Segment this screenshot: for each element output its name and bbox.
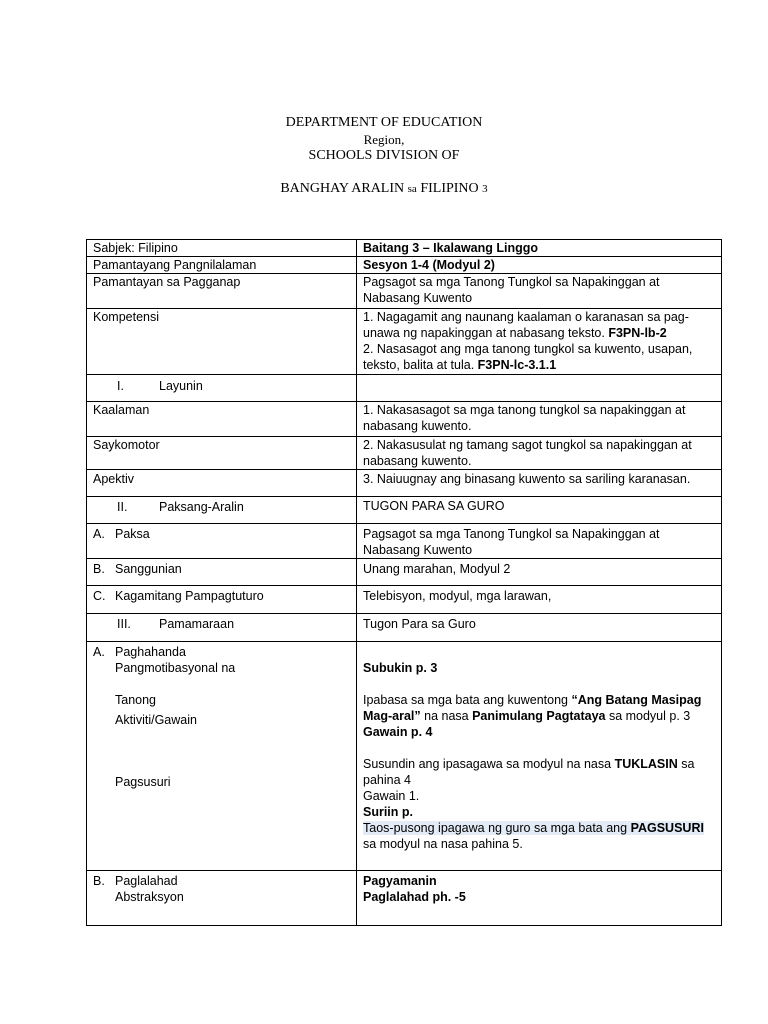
content-standard-cell: Pamantayang Pangnilalaman xyxy=(87,257,357,274)
tuklasin-label: TUKLASIN xyxy=(614,757,678,771)
taos-text-2: sa modyul na nasa pahina 5. xyxy=(363,837,523,851)
materials-value: Telebisyon, modyul, mga larawan, xyxy=(357,586,722,614)
procedure-value: Tugon Para sa Guro xyxy=(357,614,722,642)
preparation-value xyxy=(357,642,722,871)
ipabasa-text: Ipabasa sa mga bata ang kuwentong xyxy=(363,693,572,707)
department-title: DEPARTMENT OF EDUCATION xyxy=(285,115,483,130)
ipabasa-text-2: na nasa xyxy=(420,709,473,723)
table-row xyxy=(87,614,722,642)
ipabasa-paragraph xyxy=(363,692,715,724)
subject-matter-value: TUGON PARA SA GURO xyxy=(357,497,722,524)
psychomotor-value: 2. Nakasusulat ng tamang sagot tungkol sa napakinggan at nabasang kuwento. xyxy=(357,437,722,470)
title-grade: 3 xyxy=(482,183,488,195)
competency-2-code: F3PN-lc-3.1.1 xyxy=(477,358,557,372)
table-row xyxy=(87,274,722,309)
competency-value xyxy=(357,309,722,375)
table-row xyxy=(87,257,722,274)
grade-week-cell: Baitang 3 – Ikalawang Linggo xyxy=(357,240,722,257)
competency-2: 2. Nasasagot ang mga tanong tungkol sa kuwento, usapan, teksto, balita at tula. xyxy=(363,342,693,372)
gawain-4-line: Gawain p. 4 xyxy=(363,725,433,739)
reference-text: Sanggunian xyxy=(115,562,182,576)
presentation-value xyxy=(357,871,722,926)
session-cell: Sesyon 1-4 (Modyul 2) xyxy=(357,257,722,274)
topic-label xyxy=(87,524,357,559)
knowledge-value: 1. Nakasasagot sa mga tanong tungkol sa napakinggan at nabasang kuwento. xyxy=(357,402,722,437)
letter-label: B. xyxy=(93,562,105,576)
reference-label xyxy=(87,559,357,586)
subject-matter-label xyxy=(87,497,357,524)
presentation-heading xyxy=(93,873,350,889)
table-row xyxy=(87,437,722,470)
letter-label: C. xyxy=(93,589,106,603)
reference-value: Unang marahan, Modyul 2 xyxy=(357,559,722,586)
procedure-label xyxy=(87,614,357,642)
table-row xyxy=(87,240,722,257)
presentation-label xyxy=(87,871,357,926)
susundin-text-2: sa pahina 4 xyxy=(363,757,695,787)
letter-label: A. xyxy=(93,645,105,659)
presentation-text: Paglalahad xyxy=(115,874,178,888)
table-row xyxy=(87,402,722,437)
region-line: Region, xyxy=(363,132,405,147)
title-main: BANGHAY ARALIN xyxy=(280,181,408,196)
paglalahad-line: Paglalahad ph. -5 xyxy=(363,890,466,904)
pagsusuri-label: PAGSUSURI xyxy=(630,821,704,835)
psychomotor-label: Saykomotor xyxy=(87,437,357,470)
materials-text: Kagamitang Pampagtuturo xyxy=(115,589,264,603)
letter-label: A. xyxy=(93,527,105,541)
roman-numeral: III. xyxy=(117,617,131,631)
suriin-line: Suriin p. xyxy=(363,805,413,819)
taos-text: Taos-pusong ipagawa ng guro sa mga bata ang xyxy=(363,821,631,835)
activity-label: Aktiviti/Gawain xyxy=(115,713,197,727)
subject-matter-text: Paksang-Aralin xyxy=(159,500,244,514)
objectives-value xyxy=(357,375,722,402)
lesson-plan-table xyxy=(86,239,722,926)
knowledge-label: Kaalaman xyxy=(87,402,357,437)
table-row xyxy=(87,497,722,524)
lesson-plan-title xyxy=(0,181,768,197)
affective-label: Apektiv xyxy=(87,470,357,497)
susundin-paragraph xyxy=(363,756,715,788)
susundin-text: Susundin ang ipasagawa sa modyul na nasa xyxy=(363,757,615,771)
letter-label: B. xyxy=(93,874,105,888)
preparation-heading xyxy=(93,644,350,660)
competency-1-code: F3PN-lb-2 xyxy=(608,326,667,340)
materials-label xyxy=(87,586,357,614)
subject-cell: Sabjek: Filipino xyxy=(87,240,357,257)
topic-text: Paksa xyxy=(115,527,150,541)
preparation-text: Paghahanda xyxy=(115,645,186,659)
roman-numeral: II. xyxy=(117,500,128,514)
table-row xyxy=(87,375,722,402)
table-row xyxy=(87,524,722,559)
table-row xyxy=(87,309,722,375)
table-row xyxy=(87,586,722,614)
division-line: SCHOOLS DIVISION OF xyxy=(308,148,460,163)
taos-paragraph xyxy=(363,820,715,852)
competency-1: 1. Nagagamit ang naunang kaalaman o karanasan sa pag-unawa ng napakinggan at nabasang teksto. xyxy=(363,310,689,340)
objectives-label xyxy=(87,375,357,402)
roman-numeral: I. xyxy=(117,379,124,393)
question-label: Tanong xyxy=(115,693,157,707)
table-row xyxy=(87,871,722,926)
motivational-label: Pangmotibasyonal na xyxy=(115,661,236,675)
title-subject: FILIPINO xyxy=(416,181,483,196)
analysis-label: Pagsusuri xyxy=(115,775,171,789)
pagyamanin-line: Pagyamanin xyxy=(363,874,437,888)
objectives-text: Layunin xyxy=(159,379,203,393)
table-row xyxy=(87,470,722,497)
gawain-1-line: Gawain 1. xyxy=(363,789,420,803)
table-row xyxy=(87,559,722,586)
performance-standard-cell: Pamantayan sa Pagganap xyxy=(87,274,357,309)
pretest-label: Panimulang Pagtataya xyxy=(472,709,606,723)
competency-label: Kompetensi xyxy=(87,309,357,375)
story-title: “Ang Batang Masipag Mag-aral” xyxy=(363,693,702,723)
topic-value: Pagsagot sa mga Tanong Tungkol sa Napakinggan at Nabasang Kuwento xyxy=(357,524,722,559)
affective-value: 3. Naiuugnay ang binasang kuwento sa sariling karanasan. xyxy=(357,470,722,497)
abstraction-label: Abstraksyon xyxy=(115,890,184,904)
procedure-text: Pamamaraan xyxy=(159,617,235,631)
ipabasa-text-3: sa modyul p. 3 xyxy=(605,709,691,723)
performance-standard-value: Pagsagot sa mga Tanong Tungkol sa Napakinggan at Nabasang Kuwento xyxy=(357,274,722,309)
title-sa: sa xyxy=(407,183,417,195)
table-row xyxy=(87,642,722,871)
preparation-label xyxy=(87,642,357,871)
subukin-line: Subukin p. 3 xyxy=(363,661,438,675)
